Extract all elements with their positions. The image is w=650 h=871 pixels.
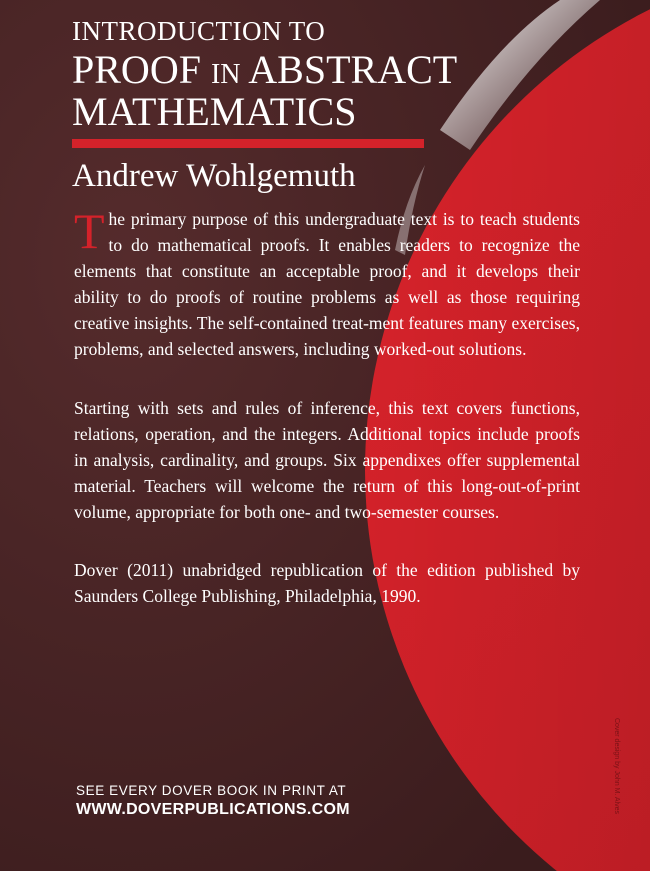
description-paragraph-1: The primary purpose of this undergraduate text is to teach students to do mathematical proofs. It enables readers to recognize the elements that constitute an acceptable proof, and it develops their ability to do proofs of routine problems as well as those requiring creative insights. The self-contained treat-ment features many exercises, problems, and selected answers, including worked-out solutions.	[74, 203, 580, 359]
book-title-line-2: PROOF IN ABSTRACT	[72, 47, 458, 92]
publication-note: Dover (2011) unabridged republication of the edition published by Saunders College Publishing, Philadelphia, 1990.	[74, 560, 580, 606]
title-divider-rule	[72, 139, 424, 148]
book-title-line-3: MATHEMATICS	[72, 89, 357, 134]
cover-design-credit: Cover design by John M. Alves	[613, 717, 620, 815]
drop-cap: T	[74, 203, 105, 259]
author-name: Andrew Wohlgemuth	[72, 158, 356, 194]
footer-call-to-action: SEE EVERY DOVER BOOK IN PRINT AT	[76, 783, 347, 798]
book-title-line-1: INTRODUCTION TO	[72, 16, 326, 46]
publisher-website: WWW.DOVERPUBLICATIONS.COM	[76, 801, 350, 818]
description-paragraph-2: Starting with sets and rules of inference, this text covers functions, relations, operation, and the integers. Additional topics include proofs in analysis, cardinality, and groups. Six appendixes offer supplemental material. Teachers will welcome the return of this long-out-of-print volume, appropriate for both one- and two-semester courses.	[74, 398, 580, 522]
